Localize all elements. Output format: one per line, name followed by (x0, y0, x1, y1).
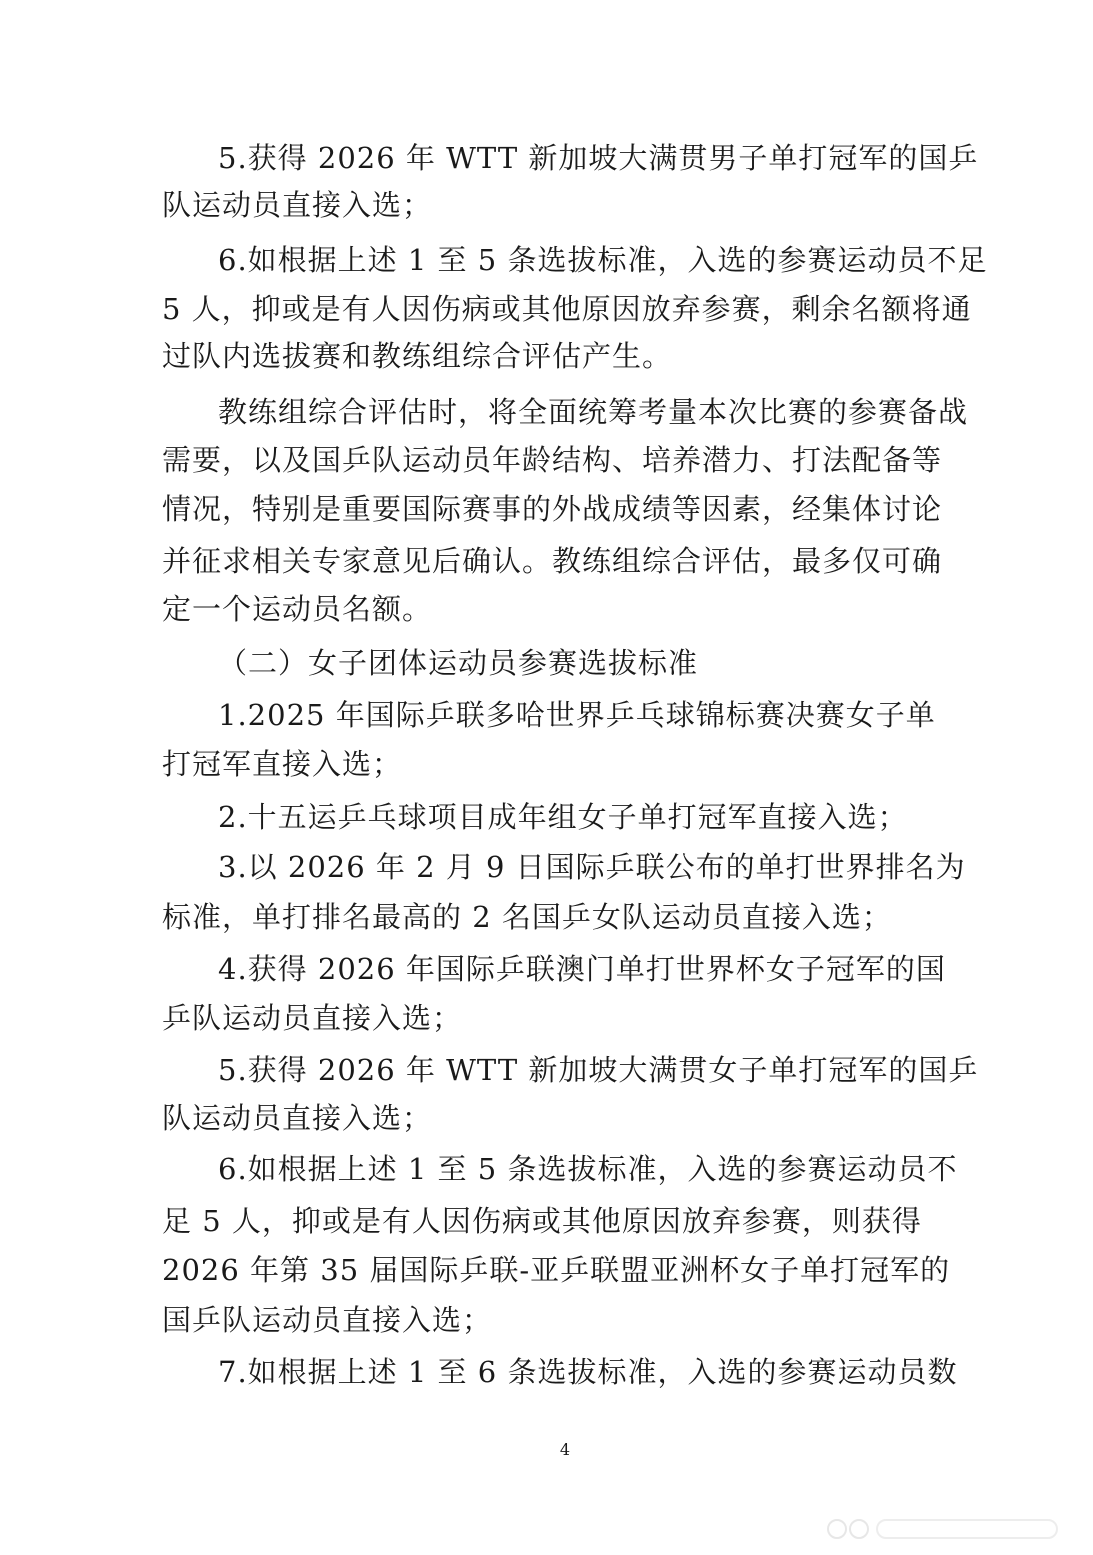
page-number: 4 (559, 1440, 571, 1459)
text-line: 2.十五运乒乓球项目成年组女子单打冠军直接入选； (218, 800, 908, 834)
text-line: 并征求相关专家意见后确认。教练组综合评估，最多仅可确 (162, 544, 943, 578)
text-line: 4.获得 2026 年国际乒联澳门单打世界杯女子冠军的国 (218, 952, 946, 986)
text-line: 5.获得 2026 年 WTT 新加坡大满贯男子单打冠军的国乒 (218, 141, 979, 175)
text-line: 7.如根据上述 1 至 6 条选拔标准，入选的参赛运动员数 (218, 1355, 958, 1389)
text-line: 教练组综合评估时，将全面统筹考量本次比赛的参赛备战 (218, 395, 969, 429)
text-line: 足 5 人，抑或是有人因伤病或其他原因放弃参赛，则获得 (162, 1204, 922, 1238)
text-line: 6.如根据上述 1 至 5 条选拔标准，入选的参赛运动员不足 (218, 243, 988, 277)
section-heading: （二）女子团体运动员参赛选拔标准 (218, 646, 699, 680)
text-line: 需要，以及国乒队运动员年龄结构、培养潜力、打法配备等 (162, 443, 943, 477)
text-line: 情况，特别是重要国际赛事的外战成绩等因素，经集体讨论 (162, 492, 943, 526)
text-line: 6.如根据上述 1 至 5 条选拔标准，入选的参赛运动员不 (218, 1152, 958, 1186)
text-line: 3.以 2026 年 2 月 9 日国际乒联公布的单打世界排名为 (218, 850, 966, 884)
text-line: 过队内选拔赛和教练组综合评估产生。 (162, 339, 673, 373)
text-line: 5 人，抑或是有人因伤病或其他原因放弃参赛，剩余名额将通 (162, 292, 972, 326)
watermark-icon (823, 1514, 1063, 1544)
text-line: 定一个运动员名额。 (162, 592, 433, 626)
text-line: 乒队运动员直接入选； (162, 1001, 463, 1035)
text-line: 队运动员直接入选； (162, 1101, 433, 1135)
text-line: 国乒队运动员直接入选； (162, 1303, 493, 1337)
text-line: 队运动员直接入选； (162, 188, 433, 222)
text-line: 1.2025 年国际乒联多哈世界乒乓球锦标赛决赛女子单 (218, 698, 936, 732)
text-line: 2026 年第 35 届国际乒联-亚乒联盟亚洲杯女子单打冠军的 (162, 1253, 951, 1287)
text-line: 打冠军直接入选； (162, 747, 403, 781)
text-line: 5.获得 2026 年 WTT 新加坡大满贯女子单打冠军的国乒 (218, 1053, 979, 1087)
text-line: 标准，单打排名最高的 2 名国乒女队运动员直接入选； (162, 900, 892, 934)
